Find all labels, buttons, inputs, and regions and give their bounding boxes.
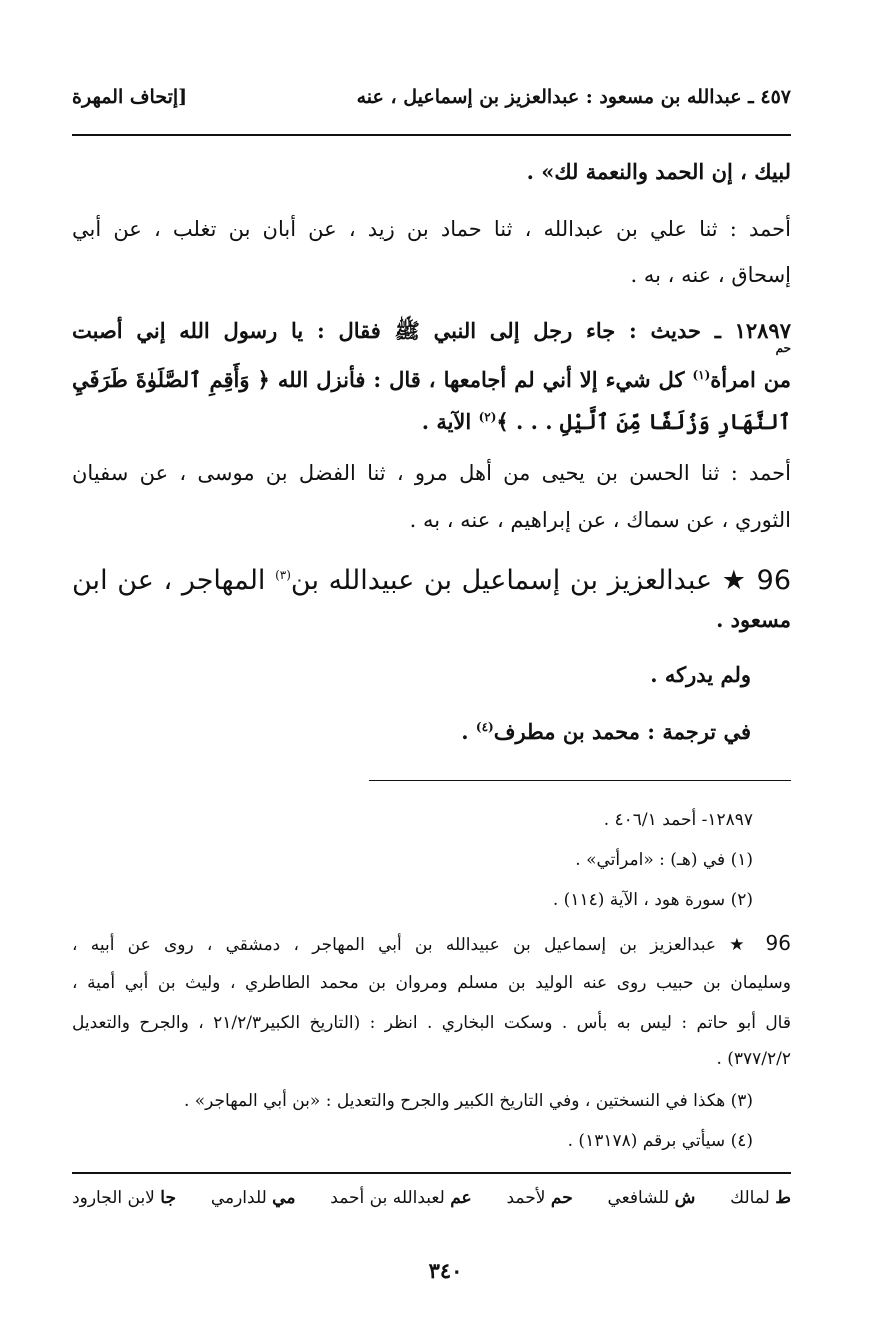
narrator-text: المهاجر ، عن ابن <box>72 565 276 596</box>
running-header <box>72 86 791 120</box>
abbrev-item: ش للشافعي <box>607 1188 696 1208</box>
footnote-4: (٤) سيأتي برقم (١٣١٧٨) . <box>567 1131 753 1151</box>
translation-text: . <box>461 719 476 744</box>
text-line-11: ولم يدركه . <box>650 662 751 687</box>
footer-rule <box>72 1172 791 1174</box>
footnote-narrator-line-3: قال أبو حاتم : ليس به بأس . وسكت البخاري . انظر : (التاريخ الكبير٢١/٢/٣ ، والجرح والتعديل <box>72 1013 791 1033</box>
footnote-narrator <box>72 928 791 960</box>
hadith-line-3 <box>72 400 791 439</box>
footnote-ref-3[interactable]: (٣) <box>275 568 291 582</box>
text-line-2: أحمد : ثنا علي بن عبدالله ، ثنا حماد بن زيد ، عن أبان بن تغلب ، عن أبي <box>72 217 791 241</box>
footnote-text: عبدالعزيز بن إسماعيل بن عبيدالله بن أبي المهاجر ، دمشقي ، روى عن أبيه ، <box>72 935 730 955</box>
hadith-line-2 <box>72 358 791 397</box>
hadith-text: الآية . <box>421 409 479 434</box>
hadith-heading: ١٢٨٩٧ ـ حديث : جاء رجل إلى النبي ﷺ فقال : يا رسول الله إني أصبت <box>72 318 791 343</box>
quran-quote: ٱلنَّهَارِ وَزُلَفًا مِّنَ ٱلَّيْلِ . . . ﴾ <box>496 409 791 434</box>
footnote-ref-1[interactable]: (١) <box>692 368 711 382</box>
footnote-separator <box>369 780 791 781</box>
header-chapter-title: ٤٥٧ ـ عبدالله بن مسعود : عبدالعزيز بن إسماعيل ، عنه <box>356 86 791 108</box>
footnote-entry-number: 96 <box>765 931 791 955</box>
footnote-3: (٣) هكذا في النسختين ، وفي التاريخ الكبير والجرح والتعديل : «بن أبي المهاجر» . <box>183 1091 753 1111</box>
footnote-2: (٢) سورة هود ، الآية (١١٤) . <box>552 890 753 910</box>
footnote-ref-2[interactable]: (٢) <box>478 410 497 424</box>
hadith-text: من امرأة <box>710 367 791 392</box>
footnote-1: (١) في (هـ) : «امرأتي» . <box>575 850 753 870</box>
entry-number: 96 <box>756 565 792 596</box>
header-book-title: [إتحاف المهرة <box>72 86 188 108</box>
hadith-text: كل شيء إلا أني لم أجامعها ، قال : فأنزل الله ﴿ وَأَقِمِ ٱلصَّلَوٰةَ طَرَفَيِ <box>72 367 693 392</box>
text-line-3: إسحاق ، عنه ، به . <box>630 263 791 287</box>
star-icon: ★ <box>721 565 748 596</box>
footnote-narrator-line-2: وسليمان بن حبيب روى عنه الوليد بن مسلم ومروان بن محمد الطاطري ، وليث بن أبي أمية ، <box>72 973 791 993</box>
page-number: ٣٤٠ <box>428 1258 463 1283</box>
abbrev-item: حم لأحمد <box>506 1188 573 1208</box>
text-line-1: لبيك ، إن الحمد والنعمة لك» . <box>526 159 791 184</box>
footnote-source: ١٢٨٩٧- أحمد ٤٠٦/١ . <box>603 810 753 830</box>
abbrev-item: ط لمالك <box>730 1188 791 1208</box>
abbrev-item: مي للدارمي <box>210 1188 296 1208</box>
abbrev-item: عم لعبدالله بن أحمد <box>330 1188 472 1208</box>
footnote-ref-4[interactable]: (٤) <box>475 720 494 734</box>
narrator-heading <box>72 553 791 603</box>
translation-text: في ترجمة : محمد بن مطرف <box>493 719 751 744</box>
narrator-text: عبدالعزيز بن إسماعيل بن عبيدالله بن <box>290 565 722 596</box>
header-rule <box>72 134 791 136</box>
star-icon: ★ <box>729 935 753 955</box>
text-line-8: الثوري ، عن سماك ، عن إبراهيم ، عنه ، به . <box>409 508 791 532</box>
abbreviation-key <box>72 1188 791 1218</box>
abbrev-item: جا لابن الجارود <box>72 1188 176 1208</box>
text-line-7: أحمد : ثنا الحسن بن يحيى من أهل مرو ، ثنا الفضل بن موسى ، عن سفيان <box>72 461 791 485</box>
text-line-10: مسعود . <box>716 607 791 632</box>
text-line-12 <box>72 710 751 749</box>
source-mark: حم <box>775 341 791 355</box>
footnote-narrator-line-4: ٣٧٧/٢/٢) . <box>716 1049 791 1069</box>
